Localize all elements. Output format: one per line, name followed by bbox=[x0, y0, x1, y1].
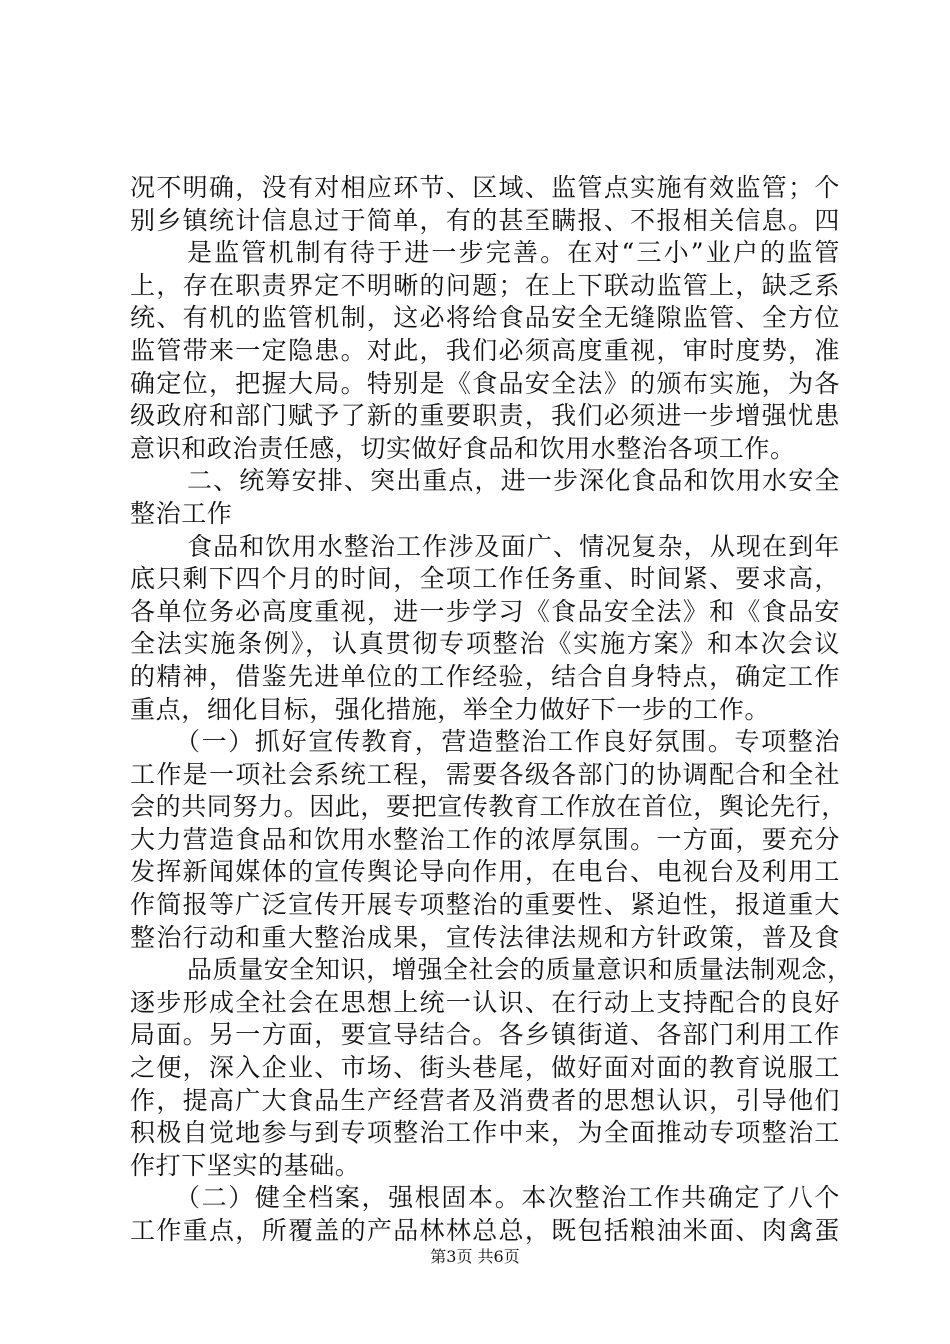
text-line: 别乡镇统计信息过于简单，有的甚至瞒报、不报相关信息。四 bbox=[130, 205, 840, 235]
text-line: 况不明确，没有对相应环节、区域、监管点实施有效监管；个 bbox=[130, 173, 840, 202]
text-line: 全法实施条例》，认真贯彻专项整治《实施方案》和本次会议 bbox=[130, 629, 840, 659]
text-line: 发挥新闻媒体的宣传舆论导向作用，在电台、电视台及利用工 bbox=[130, 857, 840, 887]
text-line: 食品和饮用水整治工作涉及面广、情况复杂，从现在到年 bbox=[187, 531, 840, 561]
text-line: 工作重点，所覆盖的产品林林总总，既包括粮油米面、肉禽蛋 bbox=[130, 1216, 840, 1245]
text-line: （二）健全档案，强根固本。本次整治工作共确定了八个 bbox=[175, 1183, 840, 1213]
text-line: （一）抓好宣传教育，营造整治工作良好氛围。专项整治 bbox=[175, 727, 840, 757]
text-line: 局面。另一方面，要宣导结合。各乡镇街道、各部门利用工作 bbox=[130, 1020, 840, 1050]
document-body bbox=[130, 172, 853, 1248]
text-line: 整治行动和重大整治成果，宣传法律法规和方针政策，普及食 bbox=[130, 922, 840, 952]
text-line: 作打下坚实的基础。 bbox=[130, 1150, 361, 1180]
text-line: 逐步形成全社会在思想上统一认识、在行动上支持配合的良好 bbox=[130, 987, 840, 1017]
text-line: 积极自觉地参与到专项整治工作中来，为全面推动专项整治工 bbox=[130, 1118, 840, 1148]
page-number-footer: 第3页 共6页 bbox=[430, 1247, 520, 1266]
text-line: 作，提高广大食品生产经营者及消费者的思想认识，引导他们 bbox=[130, 1085, 840, 1115]
text-line: 会的共同努力。因此，要把宣传教育工作放在首位，舆论先行， bbox=[130, 792, 847, 822]
text-line: 各单位务必高度重视，进一步学习《食品安全法》和《食品安 bbox=[130, 596, 840, 626]
text-line: 上，存在职责界定不明晰的问题；在上下联动监管上，缺乏系 bbox=[130, 270, 840, 300]
text-line: 级政府和部门赋予了新的重要职责，我们必须进一步增强忧患 bbox=[130, 401, 840, 431]
text-line: 重点，细化目标，强化措施，举全力做好下一步的工作。 bbox=[130, 694, 771, 724]
text-line: 监管带来一定隐患。对此，我们必须高度重视，审时度势，准 bbox=[130, 335, 840, 365]
text-line: 之便，深入企业、市场、街头巷尾，做好面对面的教育说服工 bbox=[130, 1053, 840, 1083]
text-line: 的精神，借鉴先进单位的工作经验，结合自身特点，确定工作 bbox=[130, 661, 840, 691]
text-line: 作简报等广泛宣传开展专项整治的重要性、紧迫性，报道重大 bbox=[130, 890, 840, 920]
text-line: 底只剩下四个月的时间，全项工作任务重、时间紧、要求高， bbox=[130, 564, 840, 594]
text-line: 工作是一项社会系统工程，需要各级各部门的协调配合和全社 bbox=[130, 759, 840, 789]
text-line: 意识和政治责任感，切实做好食品和饮用水整治各项工作。 bbox=[130, 433, 796, 463]
text-line: 是监管机制有待于进一步完善。在对“三小”业户的监管 bbox=[187, 238, 840, 268]
section-heading-line: 二、统筹安排、突出重点，进一步深化食品和饮用水安全 bbox=[187, 466, 840, 496]
text-line: 统、有机的监管机制，这必将给食品安全无缝隙监管、全方位 bbox=[130, 303, 840, 333]
text-line: 大力营造食品和饮用水整治工作的浓厚氛围。一方面，要充分 bbox=[130, 824, 840, 854]
text-line: 品质量安全知识，增强全社会的质量意识和质量法制观念， bbox=[187, 955, 853, 985]
section-heading-line: 整治工作 bbox=[130, 498, 233, 528]
text-line: 确定位，把握大局。特别是《食品安全法》的颁布实施，为各 bbox=[130, 368, 840, 398]
